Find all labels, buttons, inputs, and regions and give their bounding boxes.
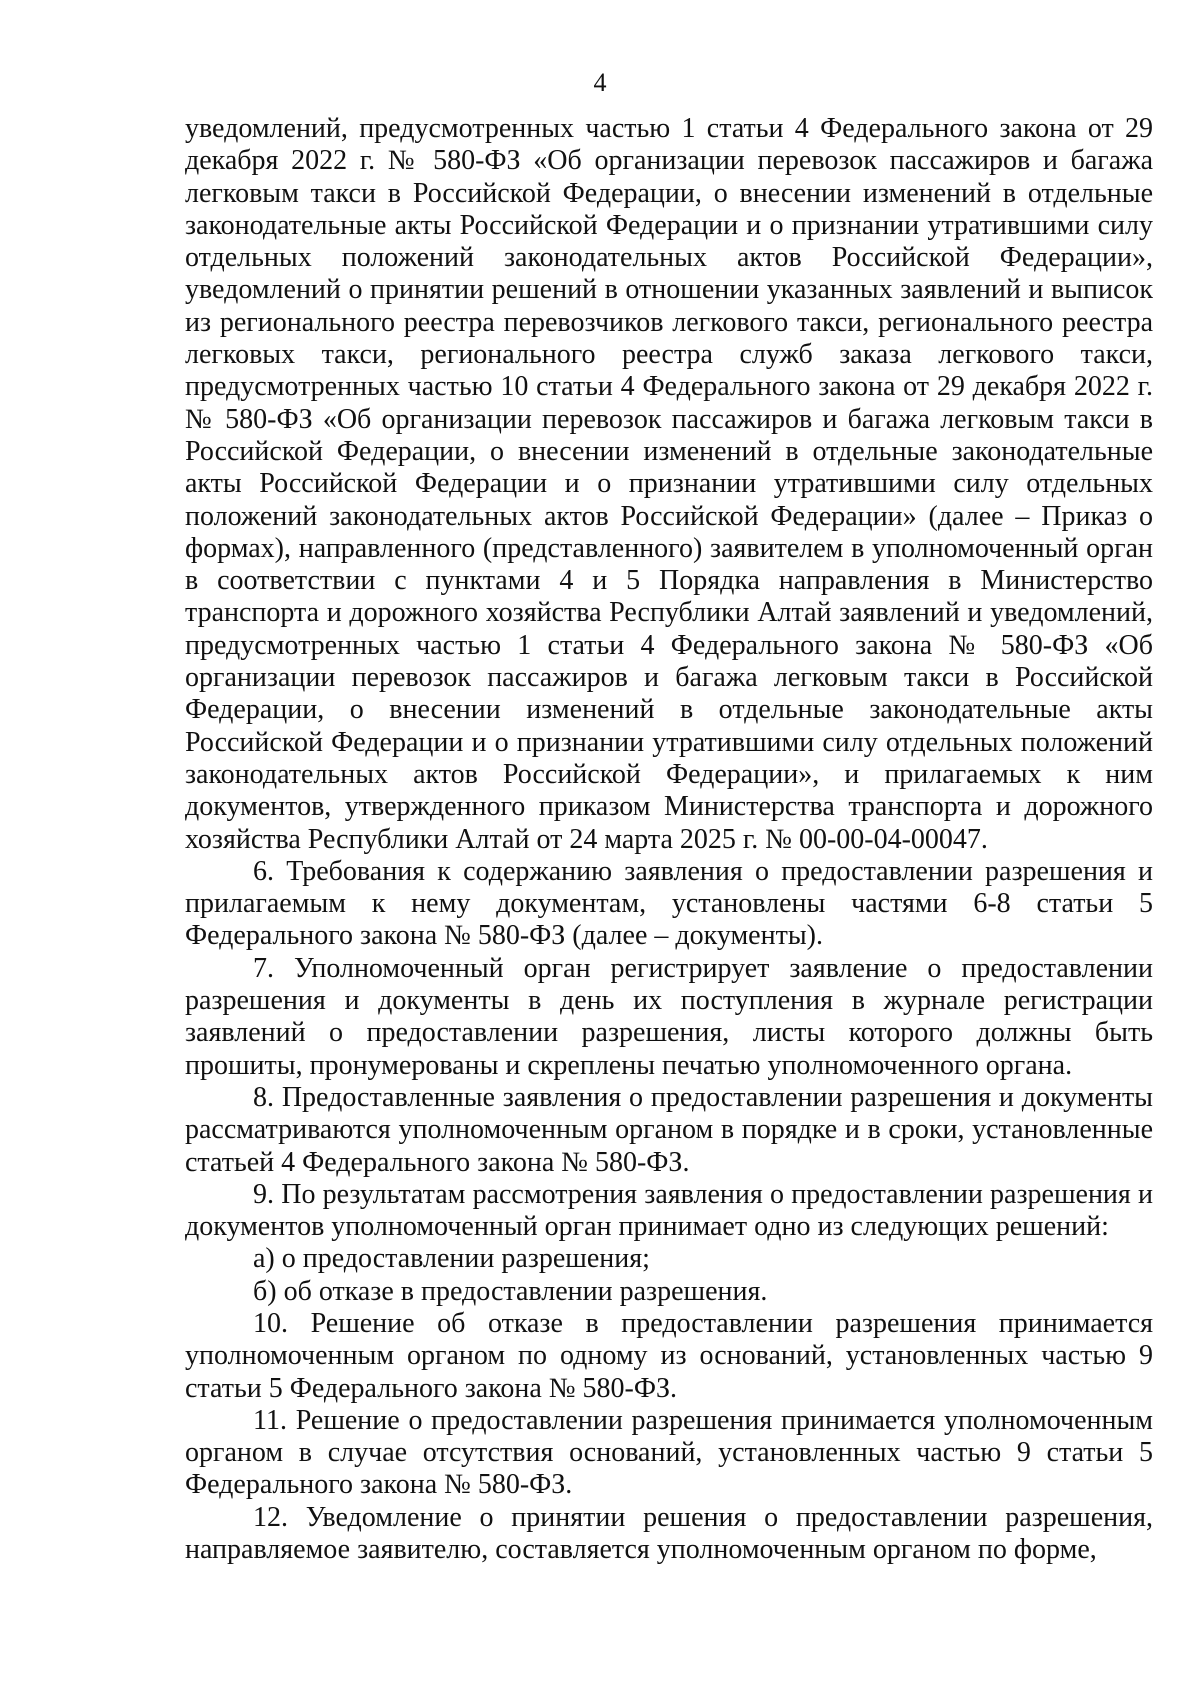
paragraph-item-7: 7. Уполномоченный орган регистрирует заявление о предоставлении разрешения и документы в день их поступления в журнале регистрации заявлений о предоставлении разрешения, листы которого должны быть прошиты, пронумерованы и скреплены печатью уполномоченного органа.: [185, 952, 1153, 1081]
paragraph-item-9: 9. По результатам рассмотрения заявления о предоставлении разрешения и документов уполномоченный орган принимает одно из следующих решений:: [185, 1178, 1153, 1243]
subitem-b: б) об отказе в предоставлении разрешения.: [253, 1275, 768, 1307]
paragraph-item-12: 12. Уведомление о принятии решения о предоставлении разрешения, направляемое заявителю, составляется уполномоченным органом по форме,: [185, 1501, 1153, 1566]
page-number: 4: [593, 68, 607, 97]
paragraph-item-11: 11. Решение о предоставлении разрешения принимается уполномоченным органом в случае отсутствия оснований, установленных частью 9 статьи 5 Федерального закона № 580-ФЗ.: [185, 1404, 1153, 1501]
paragraph-continuation: уведомлений, предусмотренных частью 1 статьи 4 Федерального закона от 29 декабря 2022 г. № 580-ФЗ «Об организации перевозок пассажиров и багажа легковым такси в Российской Федерации, о внесении изменений в отдельные законодательные акты Российской Федерации и о признании утратившими силу отдельных положений законодательных актов Российской Федерации», уведомлений о принятии решений в отношении указанных заявлений и выписок из регионального реестра перевозчиков легкового такси, регионального реестра легковых такси, регионального реестра служб заказа легкового такси, предусмотренных частью 10 статьи 4 Федерального закона от 29 декабря 2022 г. № 580-ФЗ «Об организации перевозок пассажиров и багажа легковым такси в Российской Федерации, о внесении изменений в отдельные законодательные акты Российской Федерации и о признании утратившими силу отдельных положений законодательных актов Российской Федерации» (далее – Приказ о формах), направленного (представленного) заявителем в уполномоченный орган в соответствии с пунктами 4 и 5 Порядка направления в Министерство транспорта и дорожного хозяйства Республики Алтай заявлений и уведомлений, предусмотренных частью 1 статьи 4 Федерального закона № 580-ФЗ «Об организации перевозок пассажиров и багажа легковым такси в Российской Федерации, о внесении изменений в отдельные законодательные акты Российской Федерации и о признании утратившими силу отдельных положений законодательных актов Российской Федерации», и прилагаемых к ним документов, утвержденного приказом Министерства транспорта и дорожного хозяйства Республики Алтай от 24 марта 2025 г. № 00-00-04-00047.: [185, 113, 1153, 855]
paragraph-item-10: 10. Решение об отказе в предоставлении разрешения принимается уполномоченным органом по одному из оснований, установленных частью 9 статьи 5 Федерального закона № 580-ФЗ.: [185, 1307, 1153, 1404]
paragraph-item-8: 8. Предоставленные заявления о предоставлении разрешения и документы рассматриваются уполномоченным органом в порядке и в сроки, установленные статьей 4 Федерального закона № 580-ФЗ.: [185, 1081, 1153, 1178]
document-body: [185, 113, 1153, 1566]
paragraph-item-6: 6. Требования к содержанию заявления о предоставлении разрешения и прилагаемым к нему документам, установлены частями 6-8 статьи 5 Федерального закона № 580-ФЗ (далее – документы).: [185, 855, 1153, 952]
subitem-a: а) о предоставлении разрешения;: [253, 1243, 650, 1275]
